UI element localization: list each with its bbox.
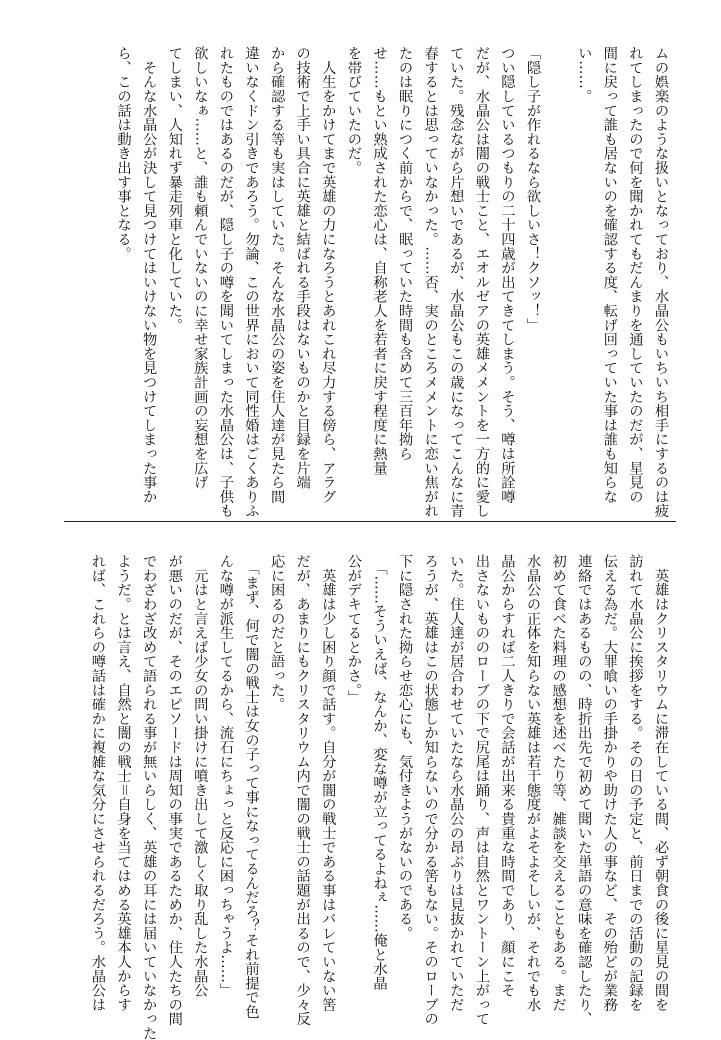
top-text-block (110, 46, 673, 516)
text-column: の技術で上手い具合に英雄と結ばれる手段はないものかと目録を片端 (294, 46, 311, 490)
text-column: 初めて食べた料理の感想を述べたり等、雑談を交えることもある。まだ (550, 554, 567, 1012)
text-column: んな噂が派生してるから、流石にちょっと反応に困っちゃうよ……」 (217, 554, 234, 998)
text-column: れば、これらの噂話は確かに複雑な気分にさせられるだろう。水晶公は (89, 554, 106, 1012)
text-column: だが、水晶公は闇の戦士こと、エオルゼアの英雄メメントを一方的に愛し (473, 46, 490, 518)
text-column: いた。住人達が居合わせていたなら水晶公の昂ぶりは見抜かれていただ (448, 554, 465, 1012)
text-column (545, 46, 571, 516)
text-column: れてしまったので何を聞かれてもだんまりを通していたのだが、星見の (627, 46, 644, 504)
text-column: 伝える為だ。大罪喰いの手掛かりや助けた人の事など、その殆どが業務 (601, 554, 618, 1012)
text-column: 間に戻って誰も居ないのを確認する度、転げ回っていた事は誰も知らな (601, 46, 618, 504)
text-column: 春するとは思っていなかった。……否、実のところメメントに恋い焦がれ (422, 46, 439, 518)
section-divider (64, 521, 676, 522)
text-column: い……。 (576, 46, 593, 104)
text-column: 晶公からすれば二人きりで会話が出来る貴重な時間であり、顔にこそ (499, 554, 516, 998)
text-column: 「……そういえば、なんか、変な噂が立ってるよねぇ……俺と水晶 (371, 554, 388, 991)
text-column: 欲しいなぁ……と、誰も頼んでいないのに幸せ家族計画の妄想を広げ (192, 46, 209, 490)
text-column: 水晶公の正体を知らない英雄は若干態度がよそよそしいが、それでも水 (525, 554, 542, 1012)
text-column: 公がデキてるとかさ。」 (345, 554, 362, 705)
text-column: ようだ。とは言え、自然と闇の戦士＝自身を当てはめる英雄本人からす (115, 554, 132, 1012)
text-column: でわざわざ改めて語られる事が無いらしく、英雄の耳には届いていなかった (141, 554, 158, 1040)
text-column: 連絡ではあるものの、時折出先で初めて聞いた単語の意味を確認したり、 (576, 554, 593, 1026)
text-column: 違いなくドン引きであろう。勿論、この世界において同性婚はごくありふ (243, 46, 260, 518)
text-column: 「まず、何で闇の戦士は女の子って事になってるんだろ？それ前提で色 (243, 554, 260, 1019)
text-column: 人生をかけてまで英雄の力になろうとあれこれ尽力する傍ら、アラグ (320, 46, 337, 504)
text-column: れたものではあるのだが、隠し子の噂を聞いてしまった水晶公は、子供も (217, 46, 234, 518)
text-column: てしまい、人知れず暴走列車と化していた。 (166, 46, 183, 332)
bottom-text-block (84, 554, 673, 1040)
text-column: だが、あまりにもクリスタリウム内で闇の戦士の話題が出るので、少々反 (294, 554, 311, 1026)
text-column: が悪いのだが、そのエピソードは周知の事実であるためか、住人たちの間 (166, 554, 183, 1026)
text-column: ていた。残念ながら片想いであるが、水晶公もこの歳になってこんなに青 (448, 46, 465, 518)
text-column: 出さないもののローブの下で尻尾は踊り、声は自然とワントーン上がって (473, 554, 490, 1026)
text-column: を帯びていたのだ。 (345, 46, 362, 175)
text-column: 元はと言えば少女の問い掛けに噴き出して激しく取り乱した水晶公 (192, 554, 209, 998)
text-column: 応に困るのだと語った。 (269, 554, 286, 712)
text-column: 「隠し子が作れるなら欲しいさ！クソッ！」 (525, 46, 542, 332)
text-column: 英雄は少し困り顔で話す。自分が闇の戦士である事はバレていない筈 (320, 554, 337, 1012)
text-column: ろうが、英雄はこの状態しか知らないので分かる筈もない。そのローブの (422, 554, 439, 1026)
text-column: ムの娯楽のような扱いとなっており、水晶公もいちいち相手にするのは疲 (653, 46, 669, 518)
text-column: から確認する等も実はしていた。そんな水晶公の姿を住人達が見たら間 (269, 46, 286, 504)
text-column: 下に隠された拗らせ恋心にも、気付きようがないのである。 (397, 554, 414, 941)
text-column: 訪れて水晶公に挨拶をする。その日の予定と、前日までの活動の記録を (627, 554, 644, 1012)
text-column: せ……もとい熟成された恋心は、自称老人を若者に戻す程度に熱量 (371, 46, 388, 475)
text-column: つい隠しているつもりの二十四歳が出てきてしまう。そう、噂は所詮噂 (499, 46, 516, 504)
text-column: たのは眠りにつく前からで、眠っていた時間も含めて三百年拗ら (397, 46, 414, 461)
text-column: ら、この話は動き出す事となる。 (115, 46, 132, 261)
text-column: 英雄はクリスタリウムに滞在している間、必ず朝食の後に星見の間を (653, 554, 669, 1012)
text-column: そんな水晶公が決して見つけてはいけない物を見つけてしまった事か (141, 46, 158, 504)
